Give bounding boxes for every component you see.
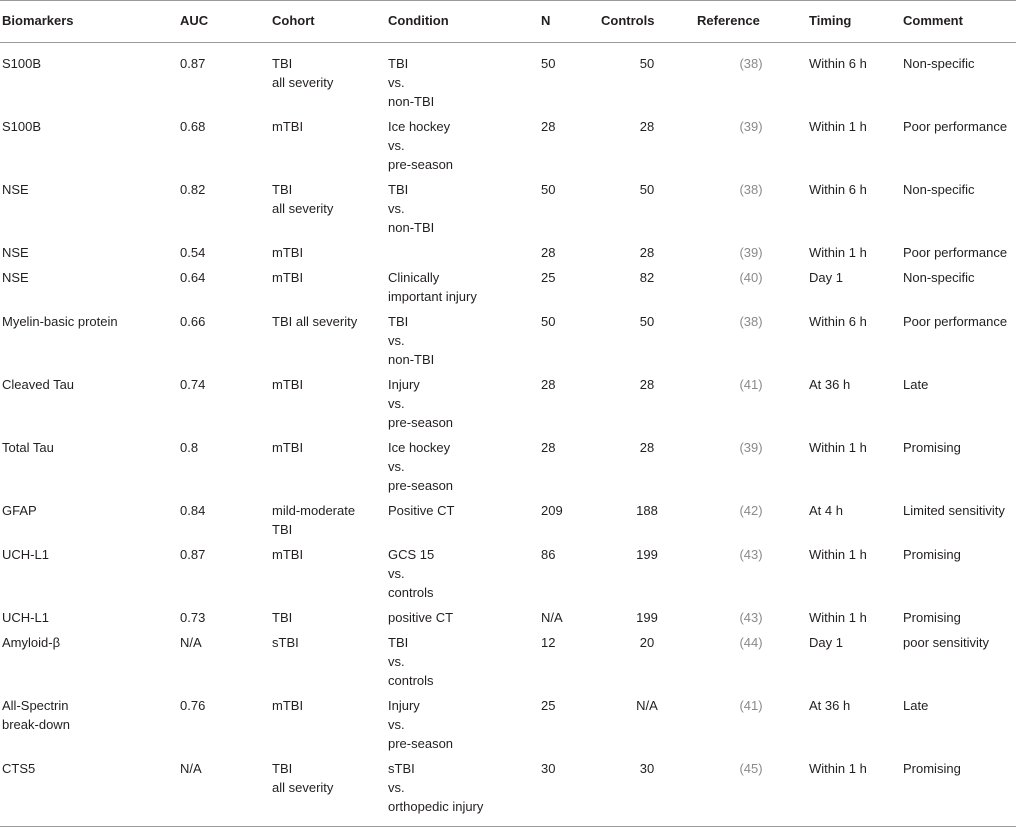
table-row [0,241,1016,266]
cell-auc: 0.84 [180,503,206,518]
cell-timing: Within 6 h [809,182,867,197]
cell-cohort: sTBI [272,635,299,650]
reference-link[interactable]: (38) [739,314,763,329]
table-row [0,373,1016,436]
cell-cohort: TBI all severity [272,182,334,216]
cell-n: N/A [541,610,563,625]
reference-link[interactable]: (41) [739,698,763,713]
cell-timing: Within 1 h [809,245,867,260]
cell-n: 50 [541,182,556,197]
cell-condition [386,241,539,266]
cell-auc: 0.73 [180,610,206,625]
table-row [0,310,1016,373]
cell-timing: Day 1 [809,635,843,650]
cell-controls: 199 [636,547,658,562]
cell-controls: 28 [639,440,655,455]
cell-biomarker: UCH-L1 [2,610,49,625]
cell-biomarker: S100B [2,119,42,134]
cell-biomarker: Amyloid-β [2,635,61,650]
cell-auc: 0.8 [180,440,199,455]
cell-n: 28 [541,377,556,392]
reference-link[interactable]: (39) [739,245,763,260]
cell-controls: 28 [639,377,655,392]
table-row [0,694,1016,757]
cell-n: 12 [541,635,556,650]
reference-link[interactable]: (39) [739,440,763,455]
cell-comment: Promising [903,610,961,625]
cell-reference [695,310,807,373]
cell-cohort: mTBI [272,270,304,285]
cell-biomarker: Myelin-basic protein [2,314,118,329]
cell-comment: Late [903,377,929,392]
reference-link[interactable]: (42) [739,503,763,518]
cell-timing: Within 1 h [809,610,867,625]
table-row [0,115,1016,178]
cell-auc: 0.76 [180,698,206,713]
cell-auc: N/A [180,635,202,650]
cell-timing: At 4 h [809,503,843,518]
cell-controls: 82 [639,270,655,285]
cell-cohort: mTBI [272,440,304,455]
cell-cohort: mTBI [272,119,304,134]
cell-biomarker: Cleaved Tau [2,377,75,392]
cell-auc: 0.68 [180,119,206,134]
cell-condition: sTBI vs. orthopedic injury [386,757,539,827]
cell-timing: At 36 h [809,698,851,713]
cell-biomarker: UCH-L1 [2,547,49,562]
cell-comment: Poor performance [903,314,1008,329]
cell-condition: Positive CT [388,503,455,518]
cell-controls: 50 [639,314,655,329]
reference-link[interactable]: (40) [739,270,763,285]
header-cohort: Cohort [270,1,386,43]
cell-cohort: TBI all severity [270,757,386,827]
cell-auc: 0.74 [180,377,206,392]
reference-link[interactable]: (38) [739,182,763,197]
cell-reference [695,115,807,178]
cell-biomarker: NSE [2,270,29,285]
cell-biomarker: NSE [2,245,29,260]
cell-reference [695,241,807,266]
reference-link[interactable]: (41) [739,377,763,392]
cell-auc: 0.54 [180,245,206,260]
cell-timing: Within 1 h [809,119,867,134]
cell-reference [695,373,807,436]
cell-timing: Within 1 h [809,547,867,562]
cell-condition: positive CT [388,610,454,625]
cell-condition: TBI vs. non-TBI [388,56,435,109]
header-timing: Timing [807,1,901,43]
reference-link[interactable]: (39) [739,119,763,134]
reference-link[interactable]: (43) [739,547,763,562]
header-reference: Reference [695,1,807,43]
cell-n: 50 [541,56,556,71]
reference-link[interactable]: (43) [739,610,763,625]
cell-n: 28 [541,440,556,455]
cell-auc: 0.87 [180,547,206,562]
cell-auc: 0.64 [180,270,206,285]
cell-timing: At 36 h [809,377,851,392]
cell-condition: Injury vs. pre-season [388,698,454,751]
cell-condition: Injury vs. pre-season [388,377,454,430]
cell-controls: 20 [639,635,655,650]
cell-biomarker: All-Spectrin break-down [2,698,70,732]
cell-auc: 0.82 [180,182,206,197]
table-row [0,43,1016,116]
cell-reference [695,606,807,631]
cell-cohort: mild-moderate TBI [272,503,356,537]
cell-controls: 28 [639,245,655,260]
table-row [0,436,1016,499]
cell-cohort: TBI all severity [272,56,334,90]
cell-timing: Day 1 [809,270,843,285]
table-row [0,757,1016,827]
cell-n: 25 [541,270,556,285]
cell-reference [695,631,807,694]
cell-controls: N/A [636,698,658,713]
cell-controls: 50 [639,56,655,71]
cell-cohort: TBI all severity [272,314,358,329]
cell-n: 209 [541,503,563,518]
cell-timing: Within 1 h [807,757,901,827]
cell-biomarker: S100B [2,56,42,71]
cell-biomarker: CTS5 [0,757,178,827]
reference-link[interactable]: (45) [739,761,763,776]
table-row [0,606,1016,631]
cell-comment: Promising [901,757,1016,827]
cell-reference [695,757,807,827]
header-row [0,1,1016,43]
cell-controls: 50 [639,182,655,197]
table-body [0,43,1016,827]
cell-reference [695,436,807,499]
header-comment: Comment [901,1,1016,43]
cell-cohort: mTBI [272,245,304,260]
cell-cohort: mTBI [272,698,304,713]
cell-n: 30 [539,757,599,827]
cell-reference [695,178,807,241]
header-controls: Controls [599,1,695,43]
cell-comment: Poor performance [903,245,1008,260]
cell-biomarker: NSE [2,182,29,197]
cell-reference [695,266,807,310]
cell-auc: N/A [178,757,270,827]
cell-comment: poor sensitivity [903,635,989,650]
table-header [0,1,1016,43]
cell-condition: TBI vs. non-TBI [388,314,435,367]
cell-condition: TBI vs. controls [388,635,434,688]
cell-n: 28 [541,245,556,260]
cell-timing: Within 6 h [809,314,867,329]
cell-comment: Non-specific [903,270,975,285]
reference-link[interactable]: (44) [739,635,763,650]
cell-n: 50 [541,314,556,329]
cell-comment: Poor performance [903,119,1008,134]
reference-link[interactable]: (38) [739,56,763,71]
table-row [0,178,1016,241]
table-row [0,499,1016,543]
cell-comment: Limited sensitivity [903,503,1005,518]
cell-controls: 188 [636,503,658,518]
cell-controls: 199 [636,610,658,625]
cell-biomarker: GFAP [2,503,37,518]
cell-comment: Promising [903,440,961,455]
cell-cohort: TBI [272,610,293,625]
header-biomarkers: Biomarkers [0,1,178,43]
header-auc: AUC [178,1,270,43]
cell-auc: 0.66 [180,314,206,329]
cell-condition: Clinically important injury [388,270,477,304]
table-row [0,543,1016,606]
cell-comment: Promising [903,547,961,562]
cell-reference [695,694,807,757]
cell-n: 25 [541,698,556,713]
cell-timing: Within 6 h [809,56,867,71]
cell-cohort: mTBI [272,547,304,562]
cell-comment: Late [903,698,929,713]
cell-controls: 30 [599,757,695,827]
cell-cohort: mTBI [272,377,304,392]
header-n: N [539,1,599,43]
cell-controls: 28 [639,119,655,134]
cell-n: 86 [541,547,556,562]
cell-reference [695,499,807,543]
cell-condition: TBI vs. non-TBI [388,182,435,235]
table-row [0,631,1016,694]
cell-reference [695,543,807,606]
cell-n: 28 [541,119,556,134]
table-row [0,266,1016,310]
cell-timing: Within 1 h [809,440,867,455]
cell-comment: Non-specific [903,56,975,71]
cell-biomarker: Total Tau [2,440,54,455]
cell-reference [695,43,807,116]
cell-comment: Non-specific [903,182,975,197]
cell-condition: Ice hockey vs. pre-season [388,440,454,493]
cell-condition: GCS 15 vs. controls [388,547,435,600]
cell-auc: 0.87 [180,56,206,71]
cell-condition: Ice hockey vs. pre-season [388,119,454,172]
header-condition: Condition [386,1,539,43]
